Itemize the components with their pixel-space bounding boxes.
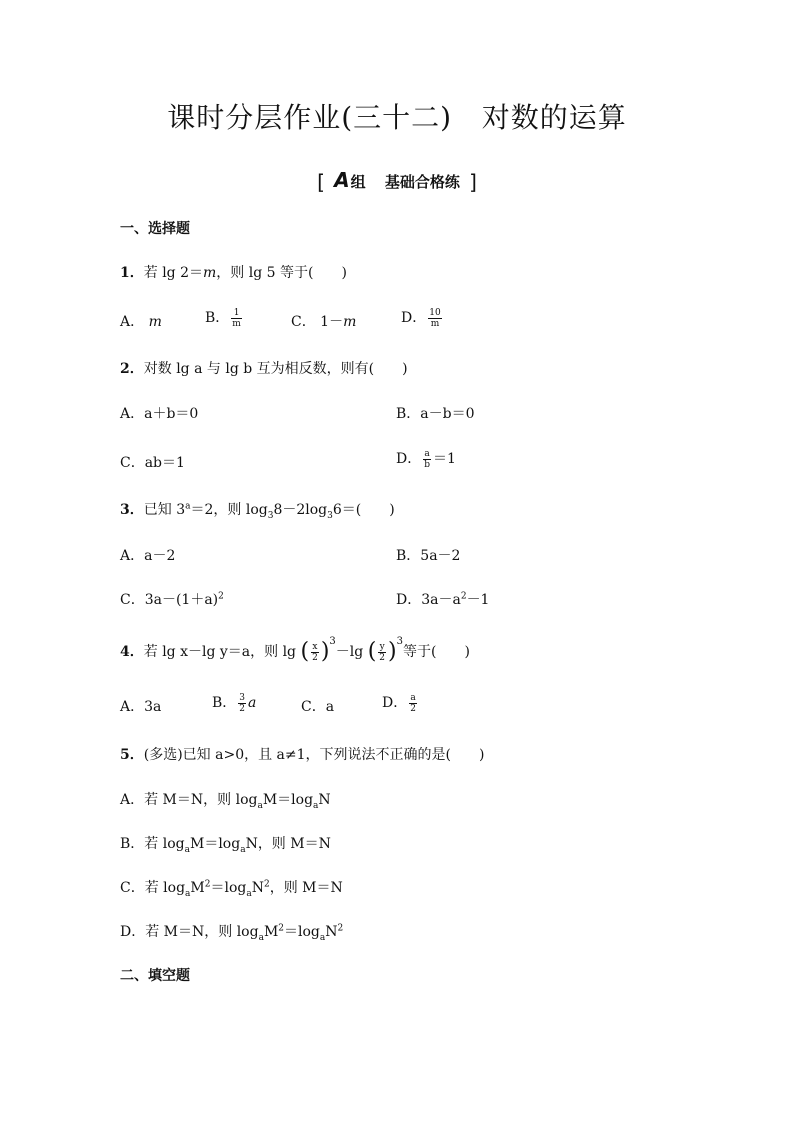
q1-option-b — [205, 307, 244, 329]
q3-d-sup: 2 — [460, 591, 467, 602]
q5-c-mid: ＝log — [210, 880, 247, 896]
q5-a-sub1: a — [257, 800, 263, 811]
q4-d-label: D． — [382, 695, 408, 711]
q1-number: 1． — [120, 265, 144, 281]
q5-d-exp2: 2 — [337, 923, 344, 934]
q4-option-d — [382, 692, 419, 714]
q4-paren-open-2: ( — [367, 639, 377, 664]
q5-a-mid: M＝log — [262, 792, 314, 808]
q5-d-n: N — [325, 924, 338, 940]
question-1 — [120, 262, 347, 282]
q4-exp-2: 3 — [396, 636, 403, 647]
q1-b-label: B． — [205, 310, 230, 326]
q4-b-fraction — [238, 693, 246, 714]
q2-number: 2． — [120, 361, 144, 377]
q4-minus-lg: －lg — [335, 644, 364, 660]
q2-option-a: A．a＋b＝0 — [120, 406, 199, 422]
q4-stem-post: 等于( ) — [402, 644, 470, 660]
q5-a-pre: A．若 M＝N，则 log — [120, 792, 258, 808]
q4-b-num: 3 — [239, 692, 246, 703]
q5-d-m: M — [263, 924, 279, 940]
q2-option-b: B．a－b＝0 — [396, 406, 475, 422]
q1-c-label: C． — [291, 314, 316, 330]
q5-d-sub1: a — [258, 932, 264, 943]
q4-b-label: B． — [212, 695, 237, 711]
q5-d-mid: ＝log — [284, 924, 320, 940]
q1-stem-pre: 若 lg 2＝ — [143, 265, 203, 281]
q4-b-den: 2 — [239, 703, 246, 714]
q2-d-fraction — [423, 449, 431, 470]
q1-b-fraction — [231, 308, 242, 329]
q1-a-value: m — [148, 314, 162, 330]
q5-d-sub2: a — [319, 932, 326, 943]
group-text: 基础合格练 — [384, 173, 460, 191]
q4-fx: x — [312, 641, 318, 652]
q1-a-label: A． — [120, 314, 145, 330]
q1-option-a — [120, 311, 162, 331]
q3-sub2: 3 — [327, 510, 333, 521]
q5-option-b — [120, 833, 331, 855]
q4-fraction-x — [311, 642, 319, 663]
q1-d-num: 10 — [429, 307, 441, 318]
q5-option-c — [120, 877, 343, 899]
q4-option-a: A．3a — [120, 699, 162, 715]
q4-den-2: 2 — [379, 652, 386, 663]
q2-d-label: D． — [396, 451, 422, 467]
q4-paren-open-1: ( — [300, 639, 310, 664]
q2-option-d — [396, 448, 456, 470]
group-heading — [0, 168, 794, 194]
section-choice-heading: 一、选择题 — [120, 221, 190, 237]
q5-c-exp2: 2 — [263, 879, 270, 890]
q3-stem-post: 6＝( ) — [332, 502, 395, 518]
question-5 — [120, 744, 484, 764]
bracket-open: [ — [317, 170, 325, 194]
q4-paren-close-1: ) — [320, 639, 330, 664]
q1-d-den: m — [430, 318, 440, 329]
section-fill-heading: 二、填空题 — [120, 968, 190, 984]
q3-stem-mid: ＝2，则 log — [190, 502, 268, 518]
q2-d-den: b — [424, 459, 430, 470]
q2-d-rest: ＝1 — [433, 451, 456, 467]
q4-number: 4． — [120, 644, 144, 660]
q3-stem-sup: a — [185, 501, 191, 512]
q5-c-exp1: 2 — [204, 879, 211, 890]
q5-b-mid: M＝log — [189, 836, 241, 852]
q4-stem-pre: 若 lg x－lg y＝a，则 lg — [143, 644, 297, 660]
q3-c-pre: C．3a－(1＋a) — [120, 592, 219, 608]
q5-d-exp1: 2 — [278, 923, 285, 934]
q3-option-a: A．a－2 — [120, 548, 176, 564]
q5-b-post: N，则 M＝N — [245, 836, 331, 852]
q1-b-num: 1 — [231, 308, 242, 319]
question-2 — [120, 358, 408, 378]
q4-den-1: 2 — [312, 652, 318, 663]
q5-c-post: ，则 M＝N — [269, 880, 343, 896]
q3-option-c — [120, 589, 224, 609]
q5-c-pre: C．若 log — [120, 880, 186, 896]
group-label: 组 — [350, 173, 366, 191]
q3-c-sup: 2 — [218, 591, 224, 602]
q5-c-n: N — [251, 880, 264, 896]
q5-option-d — [120, 921, 343, 943]
q5-c-m: M — [190, 880, 205, 896]
question-4 — [120, 636, 470, 663]
bracket-close: ] — [469, 170, 477, 194]
q2-stem: 对数 lg a 与 lg b 互为相反数，则有( ) — [143, 361, 408, 377]
q1-b-den: m — [232, 318, 241, 329]
q5-number: 5． — [120, 747, 144, 763]
q4-fraction-y — [378, 642, 386, 663]
q3-d-post: －1 — [466, 592, 490, 608]
q5-a-post: N — [318, 792, 331, 808]
q1-stem-post: ，则 lg 5 等于( ) — [216, 265, 347, 281]
q4-option-c: C．a — [301, 699, 335, 715]
q3-stem-pre: 已知 3 — [143, 502, 186, 518]
q1-c-var: m — [343, 314, 357, 330]
q4-paren-close-2: ) — [388, 639, 397, 664]
q1-option-c — [291, 311, 356, 331]
q4-option-b — [212, 692, 256, 714]
q5-a-sub2: a — [313, 800, 319, 811]
q3-option-b: B．5a－2 — [396, 548, 461, 564]
question-3 — [120, 499, 395, 521]
q1-stem-var: m — [203, 265, 217, 281]
q3-number: 3． — [120, 502, 144, 518]
q2-option-c: C．ab＝1 — [120, 455, 185, 471]
q4-exp-1: 3 — [329, 636, 336, 647]
q5-d-pre: D．若 M＝N，则 log — [120, 924, 259, 940]
q5-c-sub2: a — [246, 888, 252, 899]
group-badge: A — [334, 168, 350, 192]
q3-stem-mid2: 8－2log — [273, 502, 328, 518]
q3-sub1: 3 — [267, 510, 274, 521]
q2-d-num: a — [424, 448, 430, 459]
q4-d-den: 2 — [410, 703, 416, 714]
q1-d-fraction — [428, 308, 441, 329]
q1-c-pre: 1－ — [320, 314, 344, 330]
q4-fy: y — [379, 641, 385, 652]
q3-d-pre: D．3a－a — [396, 592, 461, 608]
page-title: 课时分层作业(三十二) 对数的运算 — [167, 101, 627, 134]
q1-d-label: D． — [401, 310, 427, 326]
q5-stem: (多选)已知 a>0，且 a≠1，下列说法不正确的是( ) — [143, 747, 485, 763]
q5-b-sub2: a — [240, 844, 246, 855]
q4-d-num: a — [410, 692, 416, 703]
q5-b-sub1: a — [184, 844, 190, 855]
q4-d-fraction — [409, 693, 417, 714]
q5-b-pre: B．若 log — [120, 836, 185, 852]
q1-option-d — [401, 307, 444, 329]
q5-option-a — [120, 789, 331, 811]
q4-b-post: a — [248, 695, 257, 711]
q5-c-sub1: a — [185, 888, 191, 899]
q3-option-d — [396, 589, 489, 609]
